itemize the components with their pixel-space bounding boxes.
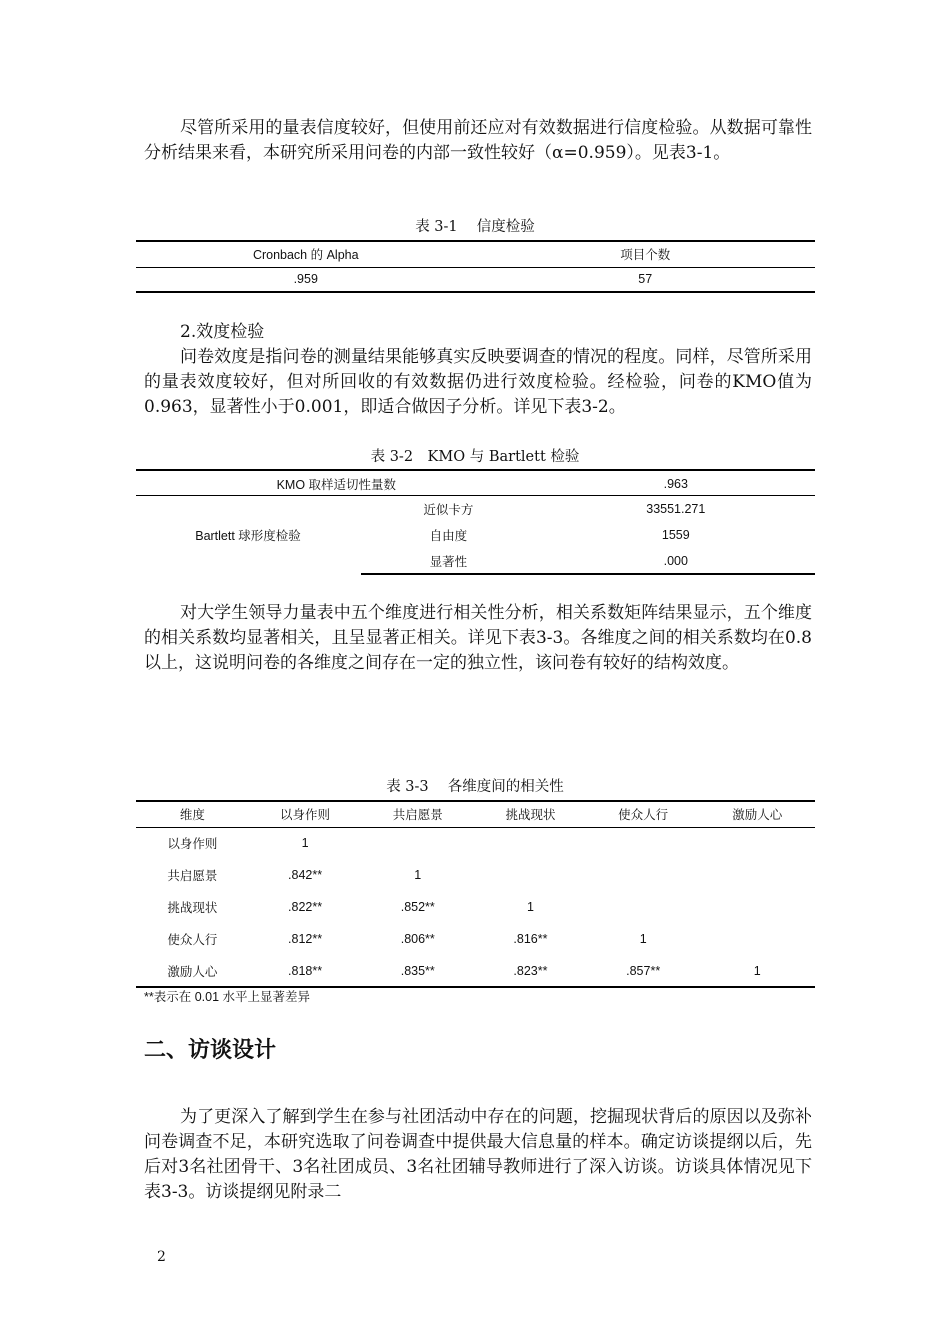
paragraph-correlation: 对大学生领导力量表中五个维度进行相关性分析，相关系数矩阵结果显示，五个维度的相关系数均显著相关，且呈显著正相关。详见下表3-3。各维度之间的相关系数均在0.8以上，这说明问卷的各维度之间存在一定的独立性，该问卷有较好的结构效度。 [144, 603, 812, 673]
table3-cell [700, 827, 815, 859]
table3-header: 维度 [179, 807, 205, 823]
table3-cell: .852** [400, 900, 435, 914]
table1-cell: .959 [293, 272, 318, 287]
table-row [136, 859, 815, 891]
table3-row-label: 共启愿景 [167, 868, 218, 883]
table3-cell [361, 827, 474, 859]
table3-header: 挑战现状 [505, 807, 556, 823]
bartlett-row-value: .000 [663, 554, 688, 568]
page-number: 2 [157, 1249, 166, 1265]
table3-row-label: 激励人心 [167, 963, 218, 979]
table3-cell: .818** [288, 963, 323, 978]
table3-cell [474, 859, 587, 891]
table3-cell [474, 827, 587, 859]
table-row [136, 891, 815, 923]
table3-row-label: 挑战现状 [167, 900, 218, 915]
table3-cell: 1 [639, 932, 647, 946]
kmo-label: KMO 取样适切性量数 [276, 477, 397, 492]
table3-cell [700, 923, 815, 955]
table3-cell: .806** [400, 932, 435, 946]
bartlett-label: Bartlett 球形度检验 [195, 529, 301, 543]
table-reliability [136, 240, 815, 293]
table3-cell [700, 891, 815, 923]
table1-header: 项目个数 [620, 247, 671, 263]
paragraph-interview: 为了更深入了解到学生在参与社团活动中存在的问题，挖掘现状背后的原因以及弥补问卷调查不足，本研究选取了问卷调查中提供最大信息量的样本。确定访谈提纲以后，先后对3名社团骨干、3名社团成员、3名社团辅导教师进行了深入访谈。访谈具体情况见下表3-3。访谈提纲见附录二 [144, 1107, 812, 1202]
table3-cell: .823** [513, 963, 548, 978]
subheading-validity: 2.效度检验 [180, 322, 265, 342]
table3-cell [587, 891, 700, 923]
table-row [136, 923, 815, 955]
table3-cell: .822** [288, 900, 323, 914]
table3-cell [700, 859, 815, 891]
table3-cell: .812** [288, 932, 323, 946]
bartlett-row-label: 近似卡方 [423, 502, 474, 517]
table3-row-label: 以身作则 [167, 836, 218, 852]
table3-cell: 1 [414, 868, 422, 882]
table3-caption: 表 3-3 各维度间的相关性 [386, 779, 564, 795]
table3-row-label: 使众人行 [167, 932, 218, 947]
table3-header-row [136, 801, 815, 827]
table-kmo-bartlett [136, 471, 815, 574]
table3-cell: .857** [626, 963, 661, 978]
table1-header: Cronbach 的 Alpha [252, 248, 359, 263]
table2-caption: 表 3-2 KMO 与 Bartlett 检验 [370, 449, 580, 465]
table3-header: 使众人行 [618, 807, 669, 823]
bartlett-row-value: 33551.271 [646, 502, 706, 516]
paragraph-reliability: 尽管所采用的量表信度较好，但使用前还应对有效数据进行信度检验。从数据可靠性分析结果来看，本研究所采用问卷的内部一致性较好（α=0.959）。见表3-1。 [144, 118, 812, 163]
table3-cell [587, 827, 700, 859]
bartlett-row-label: 自由度 [429, 528, 468, 543]
table3-cell: 1 [526, 900, 534, 914]
bartlett-row-label: 显著性 [429, 554, 468, 569]
table3-header: 激励人心 [732, 807, 783, 823]
table1-caption: 表 3-1 信度检验 [415, 219, 535, 235]
section-heading: 二、访谈设计 [144, 1038, 277, 1063]
table-row [136, 827, 815, 859]
table3-header: 共启愿景 [392, 807, 443, 823]
table1-cell: 57 [638, 272, 653, 287]
table-row [136, 955, 815, 987]
table3-cell: 1 [753, 963, 761, 978]
table3-cell: .816** [513, 932, 548, 946]
bartlett-row-value: 1559 [661, 528, 690, 542]
paragraph-validity: 问卷效度是指问卷的测量结果能够真实反映要调查的情况的程度。同样，尽管所采用的量表效度较好，但对所回收的有效数据仍进行效度检验。经检验，问卷的KMO值为0.963，显著性小于0.001，即适合做因子分析。详见下表3-2。 [144, 347, 812, 417]
table3-header: 以身作则 [280, 807, 331, 823]
table3-cell: .842** [288, 868, 323, 882]
table3-cell: 1 [301, 836, 309, 851]
table3-note: **表示在 0.01 水平上显著差异 [144, 990, 311, 1004]
table3-cell: .835** [400, 963, 435, 978]
table-correlation [136, 800, 815, 988]
kmo-value: .963 [663, 476, 688, 491]
table3-cell [587, 859, 700, 891]
